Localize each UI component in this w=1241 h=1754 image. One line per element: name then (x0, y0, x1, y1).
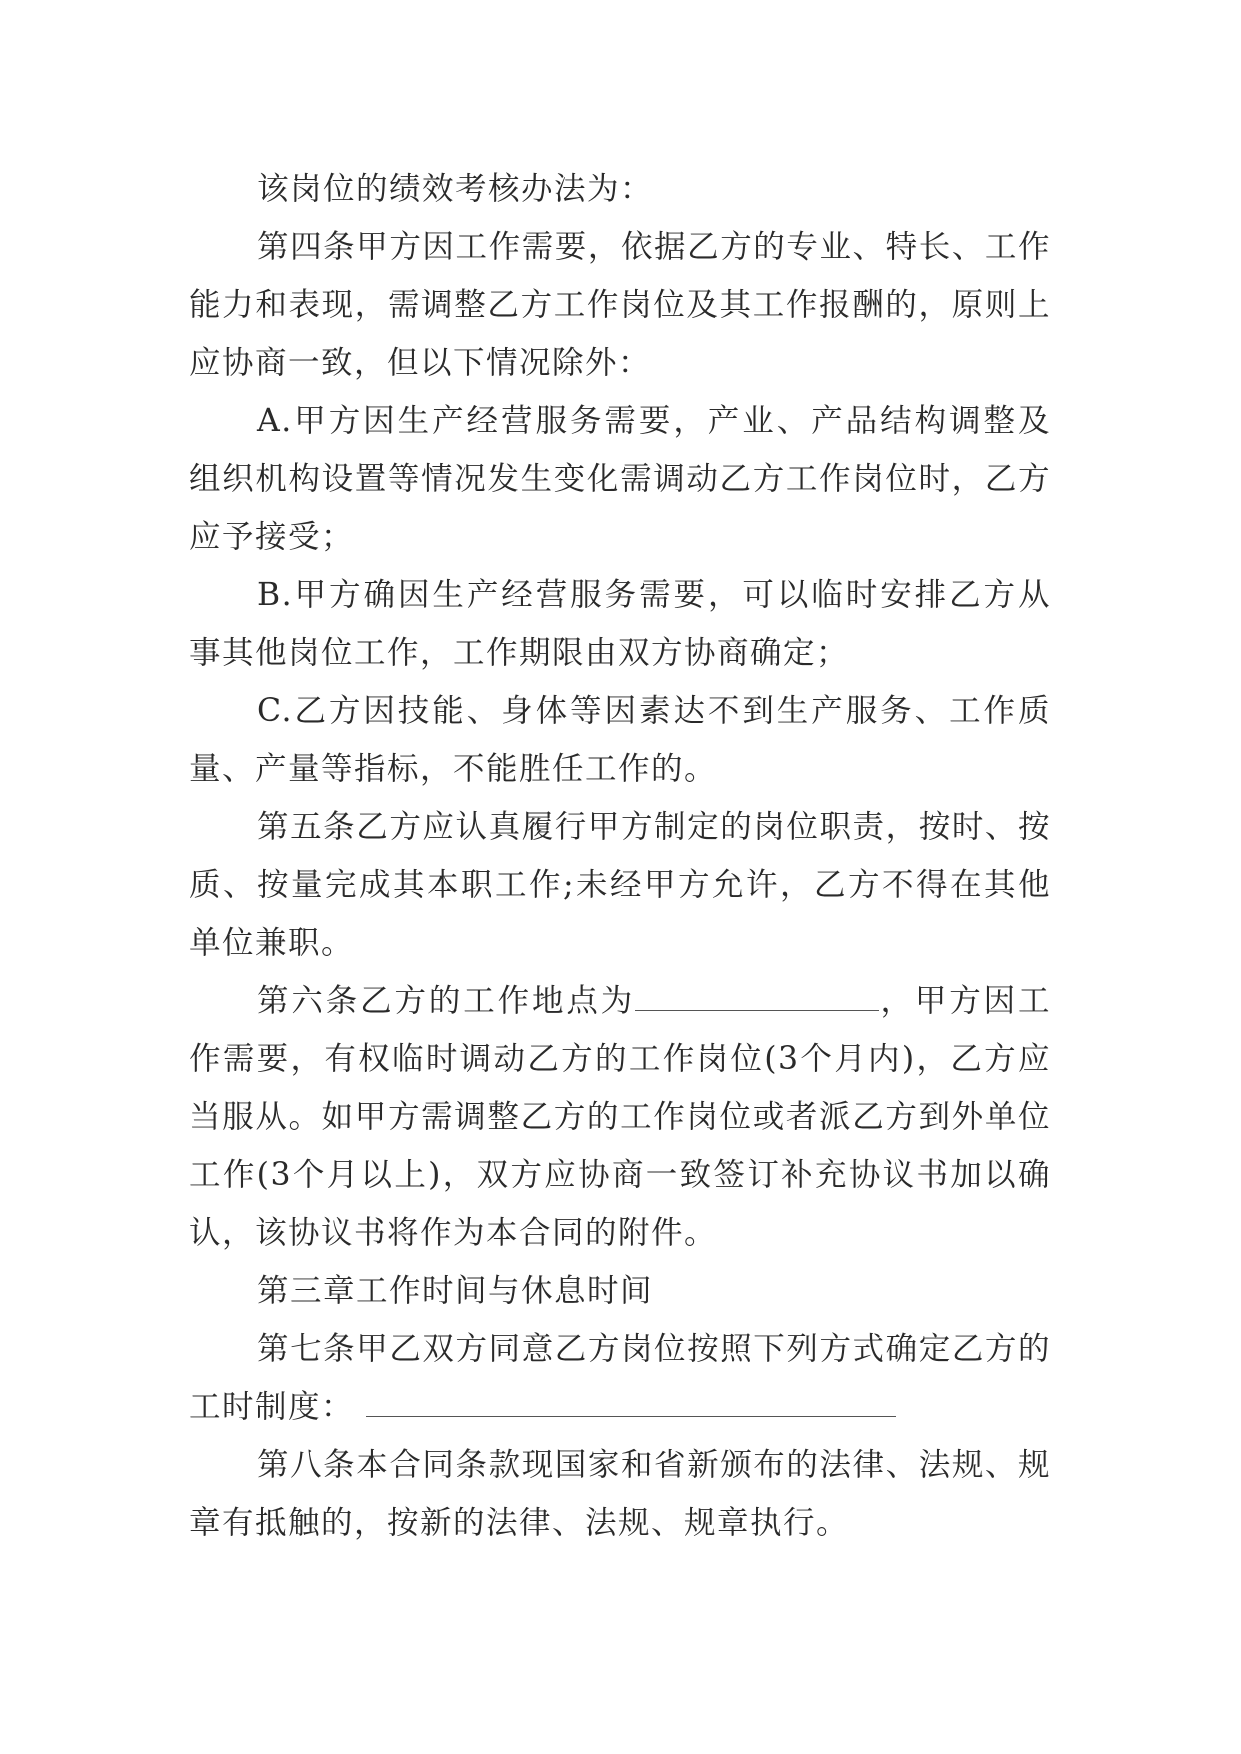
paragraph-article-6 (189, 972, 1051, 1262)
paragraph-text: ，甲方因工作需要，有权临时调动乙方的工作岗位(3个月内)，乙方应当服从。如甲方需调整乙方的工作岗位或者派乙方到外单位工作(3个月以上)，双方应协商一致签订补充协议书加以确认，该协议书将作为本合同的附件。 (189, 983, 1051, 1251)
paragraph-text: 第八条本合同条款现国家和省新颁布的法律、法规、规章有抵触的，按新的法律、法规、规章执行。 (189, 1447, 1051, 1541)
paragraph-item-b (189, 566, 1051, 682)
paragraph-article-7 (189, 1320, 1051, 1436)
paragraph-text: 第五条乙方应认真履行甲方制定的岗位职责，按时、按质、按量完成其本职工作;未经甲方允许，乙方不得在其他单位兼职。 (189, 809, 1051, 961)
paragraph-item-a (189, 392, 1051, 566)
work-location-blank (635, 982, 879, 1011)
chapter-3-heading (189, 1262, 1051, 1320)
paragraph-text: 第七条甲乙双方同意乙方岗位按照下列方式确定乙方的工时制度： (189, 1331, 1051, 1425)
paragraph-item-c (189, 682, 1051, 798)
working-hours-blank (366, 1388, 896, 1417)
paragraph-text: 第六条乙方的工作地点为 (257, 983, 636, 1019)
paragraph-text: 第三章工作时间与休息时间 (257, 1273, 654, 1309)
document-body (189, 160, 1051, 1552)
paragraph-text: A.甲方因生产经营服务需要，产业、产品结构调整及组织机构设置等情况发生变化需调动乙方工作岗位时，乙方应予接受； (189, 403, 1051, 555)
paragraph-text: C.乙方因技能、身体等因素达不到生产服务、工作质量、产量等指标，不能胜任工作的。 (189, 693, 1051, 787)
paragraph-article-8 (189, 1436, 1051, 1552)
paragraph-text: B.甲方确因生产经营服务需要，可以临时安排乙方从事其他岗位工作，工作期限由双方协商确定； (189, 577, 1051, 671)
paragraph-article-5 (189, 798, 1051, 972)
paragraph-text: 该岗位的绩效考核办法为： (257, 171, 654, 207)
paragraph-performance-assessment (189, 160, 1051, 218)
paragraph-article-4 (189, 218, 1051, 392)
paragraph-text: 第四条甲方因工作需要，依据乙方的专业、特长、工作能力和表现，需调整乙方工作岗位及其工作报酬的，原则上应协商一致，但以下情况除外： (189, 229, 1051, 381)
